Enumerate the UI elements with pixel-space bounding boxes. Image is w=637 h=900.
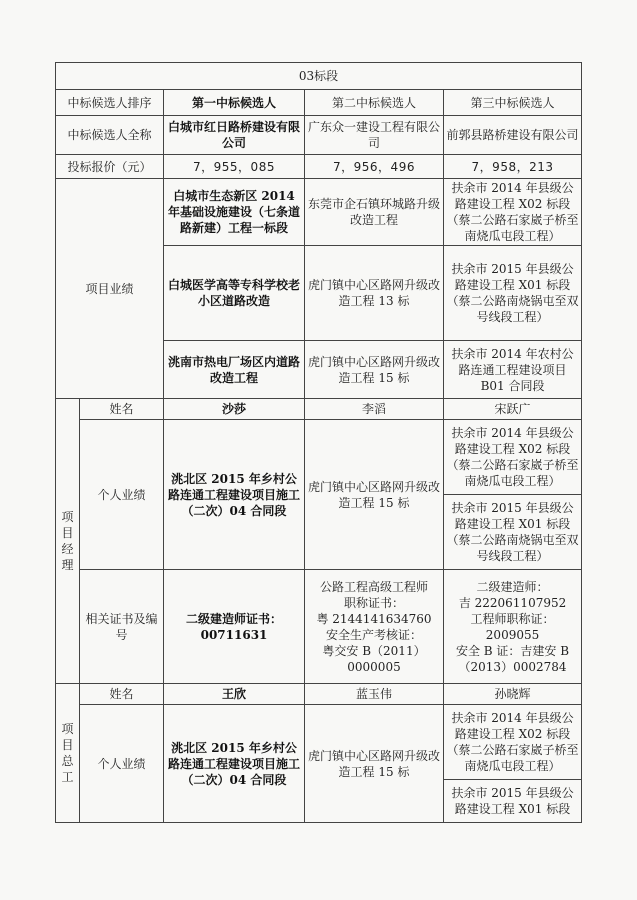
te-name-row <box>56 684 582 705</box>
fullname-row <box>56 116 582 155</box>
pm-name-1: 沙莎 <box>164 399 305 420</box>
cert-line: 吉 222061107952 <box>458 595 567 610</box>
pm-cert-label: 相关证书及编号 <box>80 570 164 684</box>
rank-label: 中标候选人排序 <box>56 90 164 116</box>
te-performance-1: 洮北区 2015 年乡村公路连通工程建设项目施工（二次）04 合同段 <box>164 705 305 823</box>
te-performance-label: 个人业绩 <box>80 705 164 823</box>
candidate-2-performance: 虎门镇中心区路网升级改造工程 15 标 <box>305 341 444 399</box>
candidate-3-price: 7，958，213 <box>444 155 582 179</box>
pm-performance-label: 个人业绩 <box>80 420 164 570</box>
te-name-1: 王欣 <box>164 684 305 705</box>
pm-performance-row <box>56 420 582 495</box>
price-label: 投标报价（元） <box>56 155 164 179</box>
candidate-3-header: 第三中标候选人 <box>444 90 582 116</box>
candidate-3-name: 前郭县路桥建设有限公司 <box>444 116 582 155</box>
pm-name-2: 李滔 <box>305 399 444 420</box>
pm-performance-3: 扶余市 2014 年县级公路建设工程 X02 标段（蔡二公路石家崴子桥至南烧瓜屯段工程） <box>444 420 582 495</box>
section-title-row <box>56 63 582 90</box>
candidate-2-performance: 东莞市企石镇环城路升级改造工程 <box>305 179 444 246</box>
candidate-2-name: 广东众一建设工程有限公司 <box>305 116 444 155</box>
cert-line: 安全 B 证：吉建安 B <box>455 643 570 658</box>
cert-line: 职称证书： <box>343 595 404 610</box>
pm-name-label: 姓名 <box>80 399 164 420</box>
pm-cert-1 <box>164 570 305 684</box>
te-performance-3: 扶余市 2014 年县级公路建设工程 X02 标段（蔡二公路石家崴子桥至南烧瓜屯段工程） <box>444 705 582 780</box>
cert-line: 公路工程高级工程师 <box>319 579 428 594</box>
pm-name-row <box>56 399 582 420</box>
pm-cert-row <box>56 570 582 684</box>
pm-name-3: 宋跃广 <box>444 399 582 420</box>
candidate-2-header: 第二中标候选人 <box>305 90 444 116</box>
candidate-1-performance: 白城医学高等专科学校老小区道路改造 <box>164 246 305 341</box>
cert-line: 二级建造师： <box>476 579 549 594</box>
candidate-1-performance: 洮南市热电厂场区内道路改造工程 <box>164 341 305 399</box>
group-label-char: 项目总工 <box>61 722 74 784</box>
te-name-3: 孙晓辉 <box>444 684 582 705</box>
te-performance-3: 扶余市 2015 年县级公路建设工程 X01 标段 <box>444 780 582 823</box>
project-manager-label <box>56 399 80 684</box>
candidate-3-performance: 扶余市 2014 年县级公路建设工程 X02 标段（蔡二公路石家崴子桥至南烧瓜屯段工程） <box>444 179 582 246</box>
te-performance-row <box>56 705 582 780</box>
pm-performance-2: 虎门镇中心区路网升级改造工程 15 标 <box>305 420 444 570</box>
candidate-2-performance: 虎门镇中心区路网升级改造工程 13 标 <box>305 246 444 341</box>
candidate-3-performance: 扶余市 2014 年农村公路连通工程建设项目 B01 合同段 <box>444 341 582 399</box>
header-row <box>56 90 582 116</box>
cert-line: （2013）0002784 <box>458 659 567 674</box>
te-name-2: 蓝玉伟 <box>305 684 444 705</box>
cert-line: 00711631 <box>200 627 268 642</box>
cert-line: 二级建造师证书： <box>185 611 282 626</box>
candidate-1-name: 白城市红日路桥建设有限公司 <box>164 116 305 155</box>
cert-line: 0000005 <box>347 659 401 674</box>
candidate-1-price: 7，955，085 <box>164 155 305 179</box>
candidate-1-header: 第一中标候选人 <box>164 90 305 116</box>
cert-line: 工程师职称证： <box>470 611 555 626</box>
cert-line: 粤交安 B（2011） <box>322 643 426 658</box>
performance-label: 项目业绩 <box>56 179 164 399</box>
candidate-1-performance: 白城市生态新区 2014 年基础设施建设（七条道路新建）工程一标段 <box>164 179 305 246</box>
section-title: 03标段 <box>56 63 582 90</box>
cert-line: 2009055 <box>485 627 540 642</box>
group-label-char: 项目经理 <box>61 510 74 572</box>
price-row <box>56 155 582 179</box>
te-name-label: 姓名 <box>80 684 164 705</box>
technical-engineer-label <box>56 684 80 823</box>
te-performance-2: 虎门镇中心区路网升级改造工程 15 标 <box>305 705 444 823</box>
candidate-3-performance: 扶余市 2015 年县级公路建设工程 X01 标段（蔡二公路南烧锅屯至双号线段工程） <box>444 246 582 341</box>
pm-performance-1: 洮北区 2015 年乡村公路连通工程建设项目施工（二次）04 合同段 <box>164 420 305 570</box>
candidate-2-price: 7，956，496 <box>305 155 444 179</box>
performance-row <box>56 179 582 246</box>
bid-candidates-table <box>55 62 582 823</box>
pm-cert-3 <box>444 570 582 684</box>
cert-line: 安全生产考核证： <box>325 627 422 642</box>
fullname-label: 中标候选人全称 <box>56 116 164 155</box>
cert-line: 粤 2144141634760 <box>316 611 432 626</box>
pm-cert-2 <box>305 570 444 684</box>
pm-performance-3: 扶余市 2015 年县级公路建设工程 X01 标段（蔡二公路南烧锅屯至双号线段工程） <box>444 495 582 570</box>
